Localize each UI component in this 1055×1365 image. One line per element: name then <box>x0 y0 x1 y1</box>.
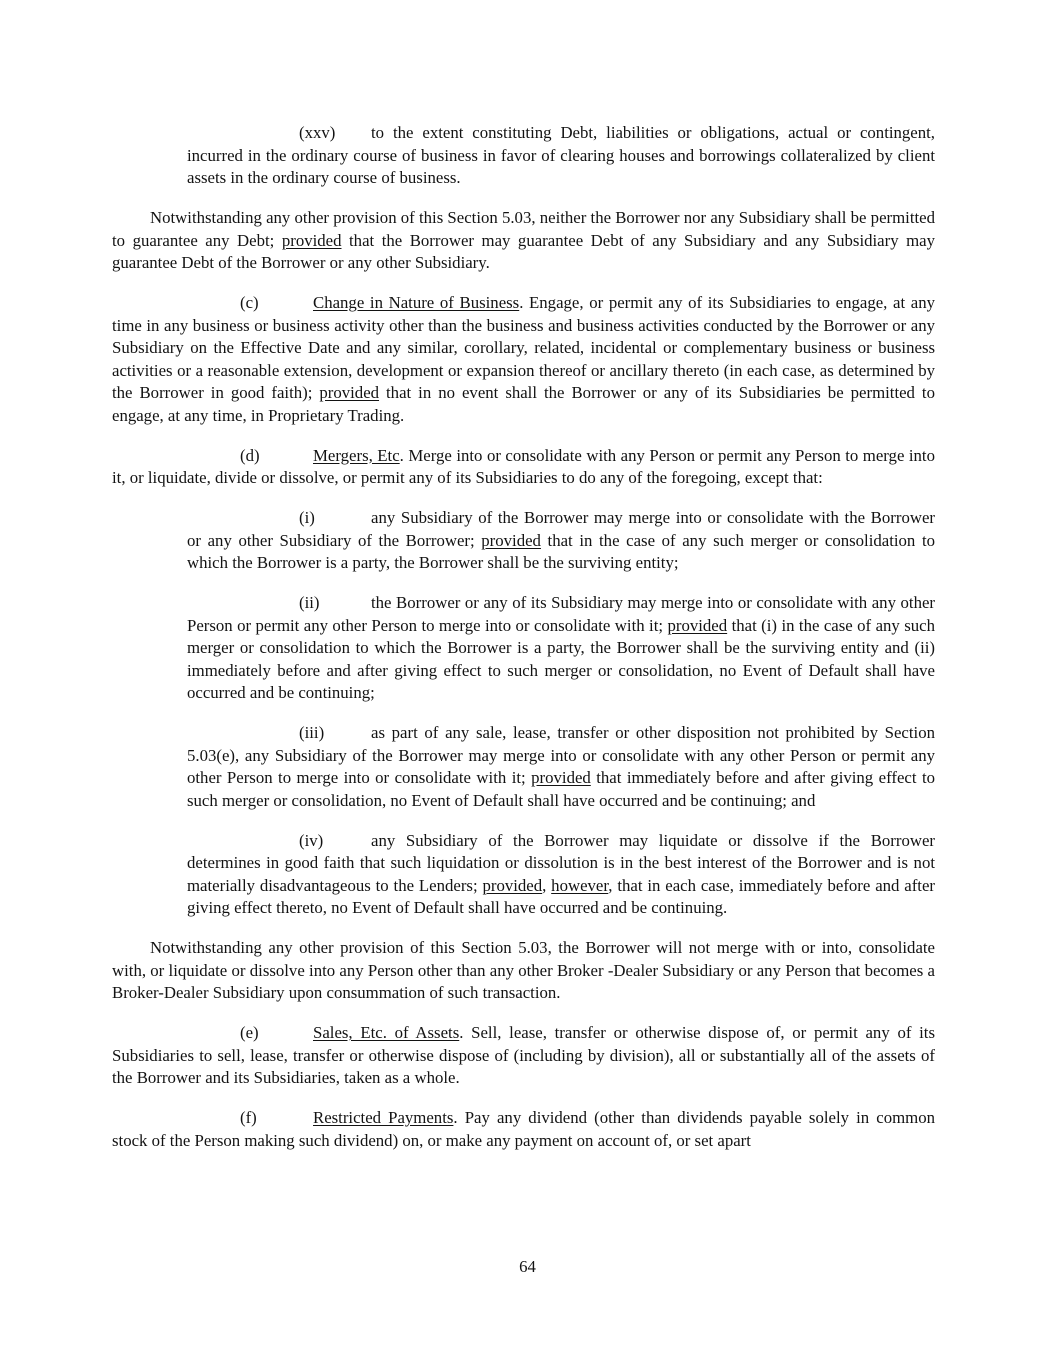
clause-label: (f) <box>240 1108 257 1127</box>
clause-label: (ii) <box>299 593 320 612</box>
text-run: , that in each case, immediately before and after giving effect thereto, no Event of Default shall have occurred and be continuing. <box>187 875 936 917</box>
clause-label: (xxv) <box>299 123 336 142</box>
underlined-term: Sales, Etc. of Assets <box>313 1023 460 1042</box>
text-run: any Subsidiary of the Borrower may liquidate or dissolve if the Borrower determines in good faith that such liquidation or dissolution is in the best interest of the Borrower and is not materially disadvantageous to the Lenders; <box>187 830 935 895</box>
text-run: . Engage, or permit any of its Subsidiaries to engage, at any time in any business or business activity other than the business and business activities conducted by the Borrower or any Subsidiary on the Effective Date and any similar, corollary, related, incidental or complementary business or business activities or a reasonable extension, development or expansion thereof or ancillary thereto (in each case, as determined by the Borrower in good faith); <box>112 293 935 402</box>
text-run: that immediately before and after giving effect to such merger or consolidation, no Event of Default shall have occurred and be continuing; and <box>187 768 936 810</box>
text-run: any Subsidiary of the Borrower may merge into or consolidate with the Borrower or any other Subsidiary of the Borrower; <box>187 508 935 550</box>
text-run: to the extent constituting Debt, liabilities or obligations, actual or contingent, incurred in the ordinary course of business in favor of clearing houses and borrowings collateralized by client assets in the ordinary course of business. <box>187 123 935 187</box>
clause-label: (d) <box>240 445 260 465</box>
clause-xxv <box>187 122 935 190</box>
text-run: . Pay any dividend (other than dividends payable solely in common stock of the Person making such dividend) on, or make any payment on account of, or set apart <box>112 1108 935 1150</box>
clause-d-mergers-etc <box>112 445 935 490</box>
clause-label: (e) <box>240 1023 259 1042</box>
clause-d-i <box>187 507 935 575</box>
underlined-term: provided <box>281 230 342 250</box>
underlined-term: provided <box>481 530 541 550</box>
underlined-term: provided <box>531 768 591 787</box>
text-run: Notwithstanding any other provision of this Section 5.03, the Borrower will not merge with or into, consolidate with, or liquidate or dissolve into any Person other than any other Broker -Dealer Subsidiary or any Person that becomes a Broker-Dealer Subsidiary upon consummation of such transaction. <box>112 938 935 1002</box>
text-run: that in no event shall the Borrower or any of its Subsidiaries be permitted to engage, at any time, in Proprietary Trading. <box>112 383 935 425</box>
underlined-term: provided <box>482 875 543 895</box>
page-number: 64 <box>519 1257 536 1276</box>
underlined-term: Mergers, Etc <box>313 445 400 465</box>
clause-label: (c) <box>240 293 259 312</box>
paragraph-guarantee-proviso <box>112 207 935 275</box>
text-run: that the Borrower may guarantee Debt of any Subsidiary and any Subsidiary may guarantee Debt of the Borrower or any other Subsidiary. <box>112 230 936 272</box>
underlined-term: Change in Nature of Business <box>313 293 520 312</box>
underlined-term: provided <box>319 383 380 402</box>
text-run: . Sell, lease, transfer or otherwise dispose of, or permit any of its Subsidiaries to sell, lease, transfer or otherwise dispose of (including by division), all or substantially all of the assets of the Borrower and its Subsidiaries, taken as a whole. <box>112 1023 936 1087</box>
clause-d-iv <box>187 830 935 920</box>
paragraph-no-merge-proviso <box>112 937 935 1005</box>
underlined-term: Restricted Payments <box>313 1108 454 1127</box>
text-run: . Merge into or consolidate with any Person or permit any Person to merge into it, or liquidate, divide or dissolve, or permit any of its Subsidiaries to do any of the foregoing, except that: <box>112 445 935 487</box>
clause-e-sales-etc-of-assets <box>112 1022 935 1090</box>
clause-d-iii <box>187 722 935 812</box>
clause-f-restricted-payments <box>112 1107 935 1152</box>
text-run: the Borrower or any of its Subsidiary may merge into or consolidate with any other Person or permit any other Person to merge into or consolidate with it; <box>187 593 935 635</box>
clause-c-change-in-nature-of-business <box>112 292 935 427</box>
clause-d-ii <box>187 592 935 705</box>
clause-label: (iii) <box>299 723 325 742</box>
underlined-term: provided <box>667 615 728 635</box>
clause-label: (iv) <box>299 830 324 850</box>
clause-label: (i) <box>299 508 315 527</box>
underlined-term: however <box>551 875 609 895</box>
text-run: that (i) in the case of any such merger or consolidation to which the Borrower is a party, the Borrower shall be the surviving entity and (ii) immediately before and after giving effect to such merger or consolidation, no Event of Default shall have occurred and be continuing; <box>187 615 935 702</box>
text-run: as part of any sale, lease, transfer or other disposition not prohibited by Section 5.03(e), any Subsidiary of the Borrower may merge into or consolidate with any other Person or permit any other Person to merge into or consolidate with it; <box>187 723 935 787</box>
text-run: that in the case of any such merger or consolidation to which the Borrower is a party, the Borrower shall be the surviving entity; <box>187 530 935 572</box>
text-run: Notwithstanding any other provision of this Section 5.03, neither the Borrower nor any Subsidiary shall be permitted to guarantee any Debt; <box>112 208 935 250</box>
text-run: , <box>542 875 552 895</box>
